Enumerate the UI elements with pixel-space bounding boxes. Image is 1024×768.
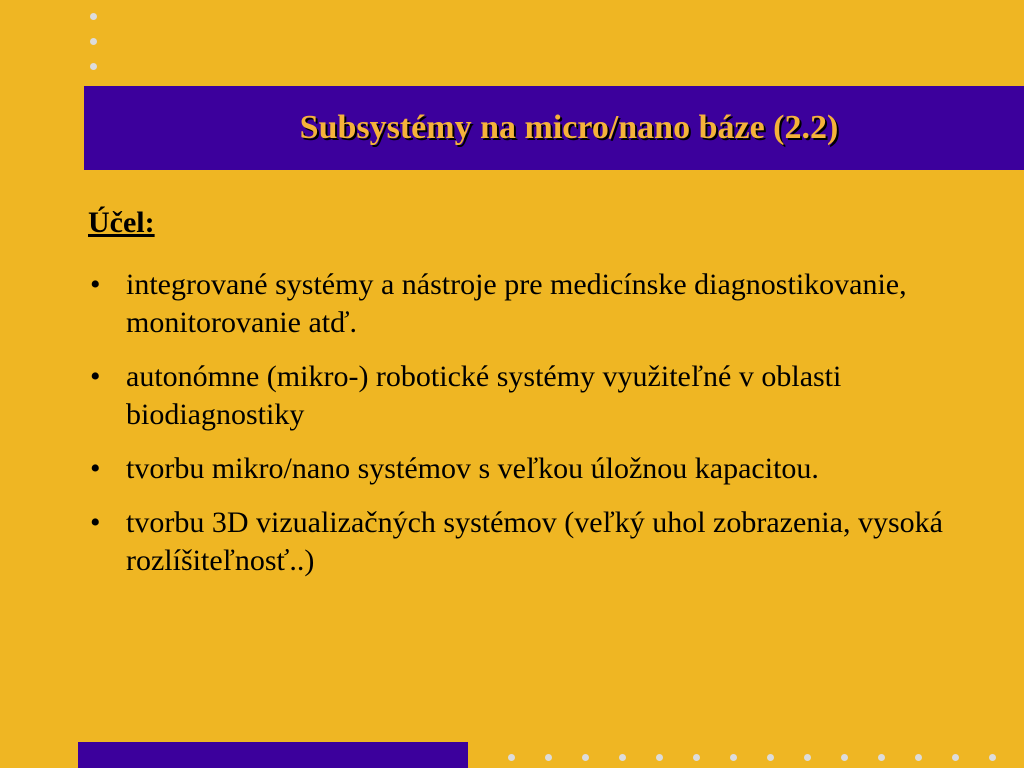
bullet-item xyxy=(88,358,988,434)
decorative-dot xyxy=(989,754,996,761)
decorative-dot xyxy=(952,754,959,761)
decorative-dot xyxy=(656,754,663,761)
decorative-dot xyxy=(804,754,811,761)
decorative-dot xyxy=(730,754,737,761)
bullet-icon: • xyxy=(90,268,101,301)
bullet-icon: • xyxy=(90,506,101,539)
decorative-dot xyxy=(582,754,589,761)
bullet-list xyxy=(88,266,988,596)
bullet-text: tvorbu 3D vizualizačných systémov (veľký uhol zobrazenia, vysoká rozlíšiteľnosť..) xyxy=(126,506,943,577)
section-label: Účel: xyxy=(88,206,155,239)
bullet-item xyxy=(88,450,988,488)
decorative-dot xyxy=(90,63,97,70)
bottom-accent-bar xyxy=(78,742,468,768)
decorative-dot xyxy=(545,754,552,761)
decorative-dot xyxy=(767,754,774,761)
bullet-item xyxy=(88,266,988,342)
bullet-text: tvorbu mikro/nano systémov s veľkou úložnou kapacitou. xyxy=(126,452,819,485)
decorative-dot xyxy=(619,754,626,761)
title-band xyxy=(84,86,1024,170)
bullet-text: autonómne (mikro-) robotické systémy využiteľné v oblasti biodiagnostiky xyxy=(126,360,842,431)
decorative-dot xyxy=(915,754,922,761)
decorative-dot xyxy=(841,754,848,761)
bullet-icon: • xyxy=(90,360,101,393)
bullet-item xyxy=(88,504,988,580)
decorative-dot xyxy=(508,754,515,761)
decorative-dot xyxy=(90,13,97,20)
decorative-dot xyxy=(693,754,700,761)
decorative-dot xyxy=(878,754,885,761)
bullet-text: integrované systémy a nástroje pre medicínske diagnostikovanie, monitorovanie atď. xyxy=(126,268,907,339)
bullet-icon: • xyxy=(90,452,101,485)
slide-title: Subsystémy na micro/nano báze (2.2) xyxy=(299,109,839,146)
decorative-dot xyxy=(90,38,97,45)
